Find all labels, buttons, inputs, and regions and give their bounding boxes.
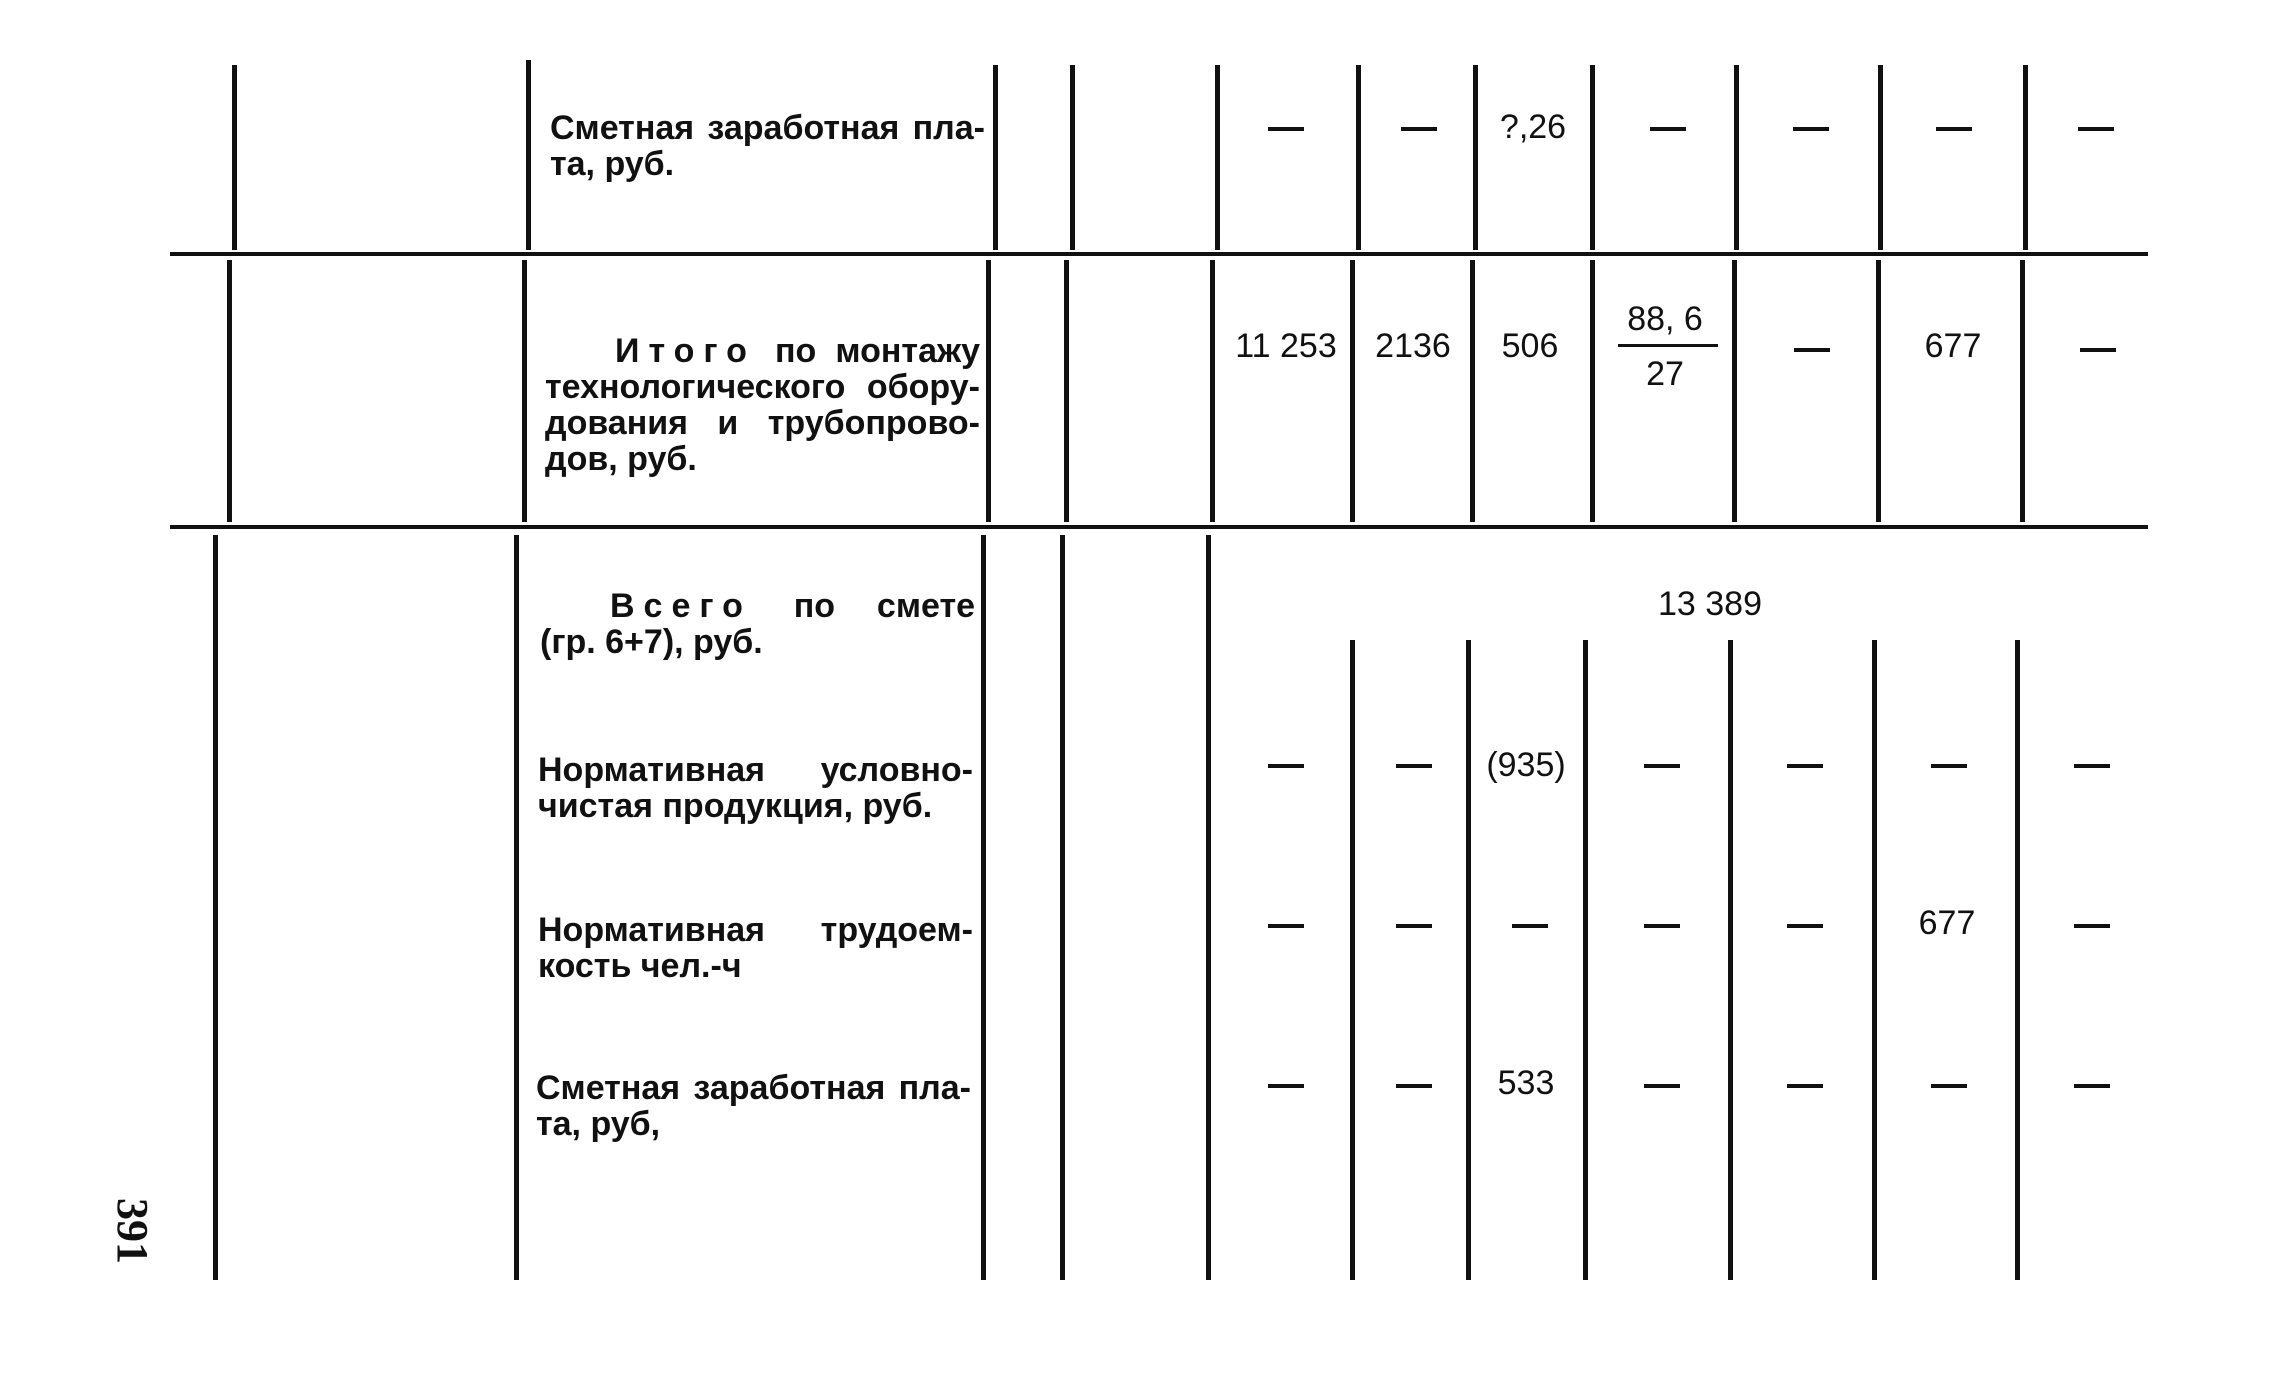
column-rule [1470,260,1475,522]
label-text: по монтажу технологического обору- дования и трубопрово- дов, руб. [545,332,980,478]
value-cell: ?,26 [1499,108,1567,146]
dash-value [1396,1084,1432,1088]
dash-value [1268,924,1304,928]
column-rule [514,535,519,1280]
column-rule [1728,640,1733,1280]
dash-value [2074,924,2110,928]
label-text: по смете (гр. 6+7), руб. [540,587,975,661]
total-label [540,588,975,660]
column-rule [2023,65,2028,250]
dash-value [2080,348,2116,352]
row-divider [170,252,2148,256]
row-label [545,333,980,477]
column-rule [1350,640,1355,1280]
column-rule [2020,260,2025,522]
column-rule [1878,65,1883,250]
dash-value [1787,924,1823,928]
column-rule [1206,535,1211,1280]
column-rule [1872,640,1877,1280]
column-rule [1473,65,1478,250]
dash-value [1936,127,1972,131]
column-rule [1215,65,1220,250]
dash-value [1794,348,1830,352]
column-rule [1876,260,1881,522]
label-emphasis: Итого [615,332,756,370]
dash-value [2078,127,2114,131]
dash-value [1787,1084,1823,1088]
column-rule [1070,65,1075,250]
column-rule [1210,260,1215,522]
value-cell: 11 253 [1235,327,1337,365]
value-cell: 506 [1501,327,1559,365]
dash-value [2074,1084,2110,1088]
dash-value [1644,924,1680,928]
row-label: Нормативная условно- чистая продукция, руб. [538,751,973,825]
column-rule [1734,65,1739,250]
column-rule [232,65,237,250]
column-rule [993,65,998,250]
column-rule [1590,65,1595,250]
value-cell: 677 [1918,904,1976,942]
value-cell: 2136 [1375,327,1451,365]
page-number: 391 [108,1198,157,1264]
row-label: Сметная заработная пла- та, руб. [550,109,985,183]
row-divider [170,525,2148,529]
dash-value [1396,924,1432,928]
label-emphasis: Всего [610,587,752,625]
dash-value [1396,764,1432,768]
dash-value [1931,764,1967,768]
row-label: Нормативная трудоем- кость чел.-ч [538,911,973,985]
dash-value [1644,1084,1680,1088]
dash-value [1512,924,1548,928]
dash-value [1650,127,1686,131]
column-rule [986,260,991,522]
column-rule [1732,260,1737,522]
column-rule [227,260,232,522]
column-rule [1060,535,1065,1280]
column-rule [526,60,531,250]
column-rule [1064,260,1069,522]
value-cell: (935) [1486,746,1566,784]
column-rule [1356,65,1361,250]
row-label: Сметная заработная пла- та, руб, [536,1069,971,1143]
column-rule [1350,260,1355,522]
value-cell: 533 [1497,1064,1555,1102]
dash-value [1268,764,1304,768]
dash-value [2074,764,2110,768]
dash-value [1931,1084,1967,1088]
dash-value [1644,764,1680,768]
column-rule [2015,640,2020,1280]
dash-value [1401,127,1437,131]
column-rule [213,535,218,1280]
fraction-denominator: 27 [1646,355,1684,393]
dash-value [1793,127,1829,131]
dash-value [1787,764,1823,768]
fraction-numerator: 88, 6 [1627,300,1703,338]
dash-value [1268,127,1304,131]
dash-value [1268,1084,1304,1088]
column-rule [1466,640,1471,1280]
value-cell: 677 [1924,327,1982,365]
column-rule [981,535,986,1280]
fraction-bar [1618,344,1718,347]
column-rule [1590,260,1595,522]
column-rule [1583,640,1588,1280]
column-rule [522,260,527,522]
total-value: 13 389 [1658,585,1762,623]
